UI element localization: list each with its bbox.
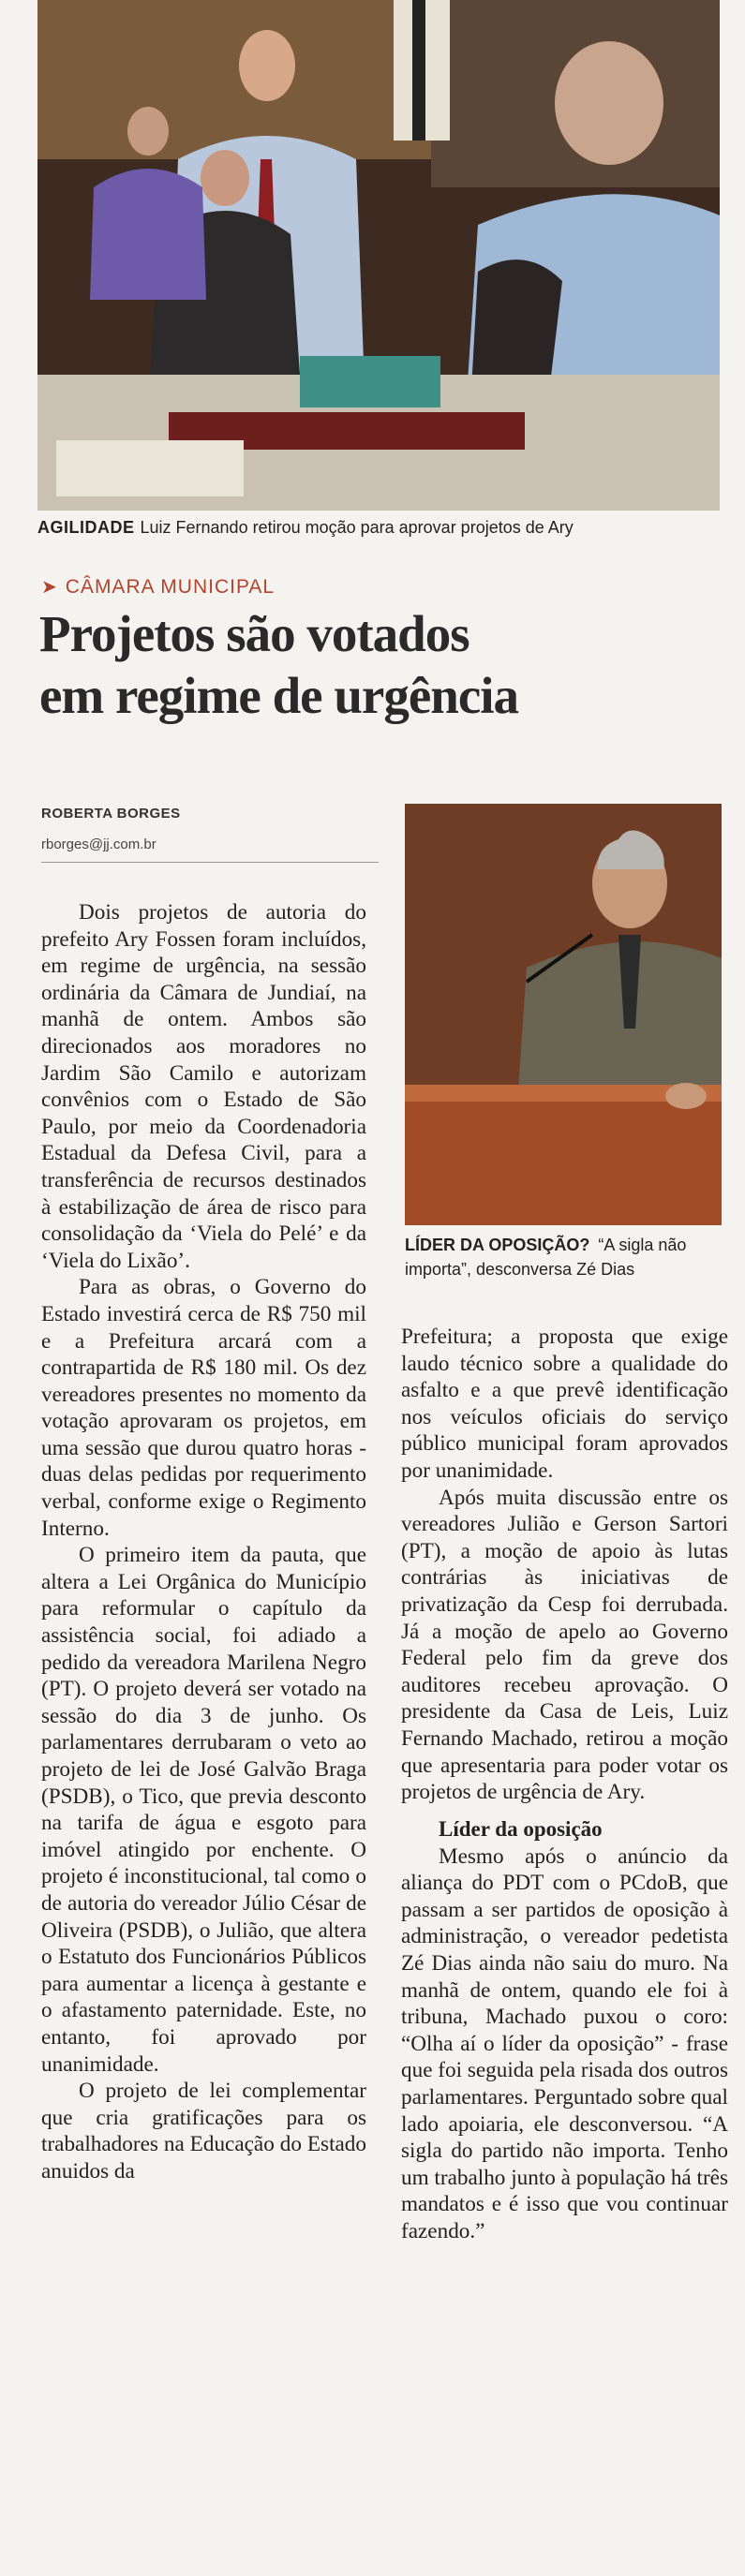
headline bbox=[39, 603, 733, 727]
section-arrow-icon: ➤ bbox=[41, 577, 58, 598]
section-name: CÂMARA MUNICIPAL bbox=[65, 576, 276, 598]
article-column-1 bbox=[41, 899, 366, 2562]
top-caption-text: Luiz Fernando retirou moção para aprovar projetos de Ary bbox=[140, 518, 574, 537]
byline-divider bbox=[41, 862, 379, 863]
top-photo bbox=[37, 0, 720, 511]
headline-line-1: Projetos são votados bbox=[39, 605, 469, 662]
section-label bbox=[41, 575, 275, 599]
top-photo-caption bbox=[37, 518, 720, 538]
paragraph: O projeto de lei complementar que cria gratificações para os trabalhadores na Educação do Estado anuidos da bbox=[41, 2079, 366, 2184]
headline-line-2: em regime de urgência bbox=[39, 667, 519, 724]
paragraph: O primeiro item da pauta, que altera a Lei Orgânica do Município para reformular o capítulo da assistência social, foi adiado a pedido da vereadora Marilena Negro (PT). O projeto deverá ser votado na sessão do dia 3 de junho. Os parlamentares derrubaram o veto ao projeto de lei de José Galvão Braga (PSDB), o Tico, que previa desconto na tarifa de água e esgoto para imóvel atingido por enchente. O projeto é inconstitucional, tal como o de autoria do vereador Júlio César de Oliveira (PSDB), o Julião, que altera o Estatuto dos Funcionários Públicos para aumentar a licença à gestante e o afastamento paternidade. Este, no entanto, foi aprovado por unanimidade. bbox=[41, 1543, 366, 2077]
paragraph: Mesmo após o anúncio da aliança do PDT com o PCdoB, que passam a ser partidos de oposição à administração, o vereador pedetista Zé Dias ainda não saiu do muro. Na manhã de ontem, quando ele foi à tribuna, Machado puxou o coro: “Olha aí o líder da oposição” - frase que foi seguida pela risada dos outros parlamentares. Perguntado sobre qual lado apoiaria, ele desconversou. “A sigla do partido não importa. Tenho um trabalho junto à população há três mandatos e é isso que vou continuar fazendo.” bbox=[401, 1843, 728, 2243]
speaker-at-podium-photo bbox=[405, 804, 722, 1225]
byline-email: rborges@jj.com.br bbox=[41, 836, 156, 852]
byline-author: ROBERTA BORGES bbox=[41, 806, 181, 822]
paragraph: Para as obras, o Governo do Estado investirá cerca de R$ 750 mil e a Prefeitura arcará com a contrapartida de R$ 180 mil. Os dez vereadores presentes no momento da votação aprovaram os projetos, em uma sessão que durou quatro horas - duas delas pedidas por requerimento verbal, conforme exige o Regimento Interno. bbox=[41, 1275, 366, 1541]
side-caption-lead: LÍDER DA OPOSIÇÃO? bbox=[405, 1236, 590, 1254]
subheading: Líder da oposição bbox=[439, 1816, 603, 1841]
paragraph: Dois projetos de autoria do prefeito Ary Fossen foram incluídos, em regime de urgência, na sessão ordinária da Câmara de Jundiaí, na manhã de ontem. Ambos são direcionados aos moradores no Jardim São Camilo e autorizam convênios com o Estado de São Paulo, por meio da Coordenadoria Estadual da Defesa Civil, para a transferência de recursos destinados à estabilização de área de risco para consolidação da ‘Viela do Pelé’ e da ‘Viela do Lixão’. bbox=[41, 900, 366, 1273]
council-session-photo bbox=[37, 0, 720, 511]
side-photo bbox=[405, 804, 722, 1225]
side-caption-text: “A sigla não importa”, desconversa Zé Dias bbox=[405, 1236, 687, 1279]
top-caption-lead: AGILIDADE bbox=[37, 518, 135, 537]
article-column-2 bbox=[401, 1324, 728, 2569]
paragraph: Após muita discussão entre os vereadores Julião e Gerson Sartori (PT), a moção de apoio às lutas contrárias às iniciativas de privatização da Cesp foi derrubada. Já a moção de apelo ao Governo Federal pelo fim da greve dos auditores recebeu aprovação. O presidente da Casa de Leis, Luiz Fernando Machado, retirou a moção que apresentaria para poder votar os projetos de urgência de Ary. bbox=[401, 1485, 728, 1805]
paragraph: Prefeitura; a proposta que exige laudo técnico sobre a qualidade do asfalto e a que prevê identificação nos veículos oficiais do serviço público municipal foram aprovados por unanimidade. bbox=[401, 1325, 728, 1483]
side-photo-caption bbox=[405, 1233, 728, 1281]
